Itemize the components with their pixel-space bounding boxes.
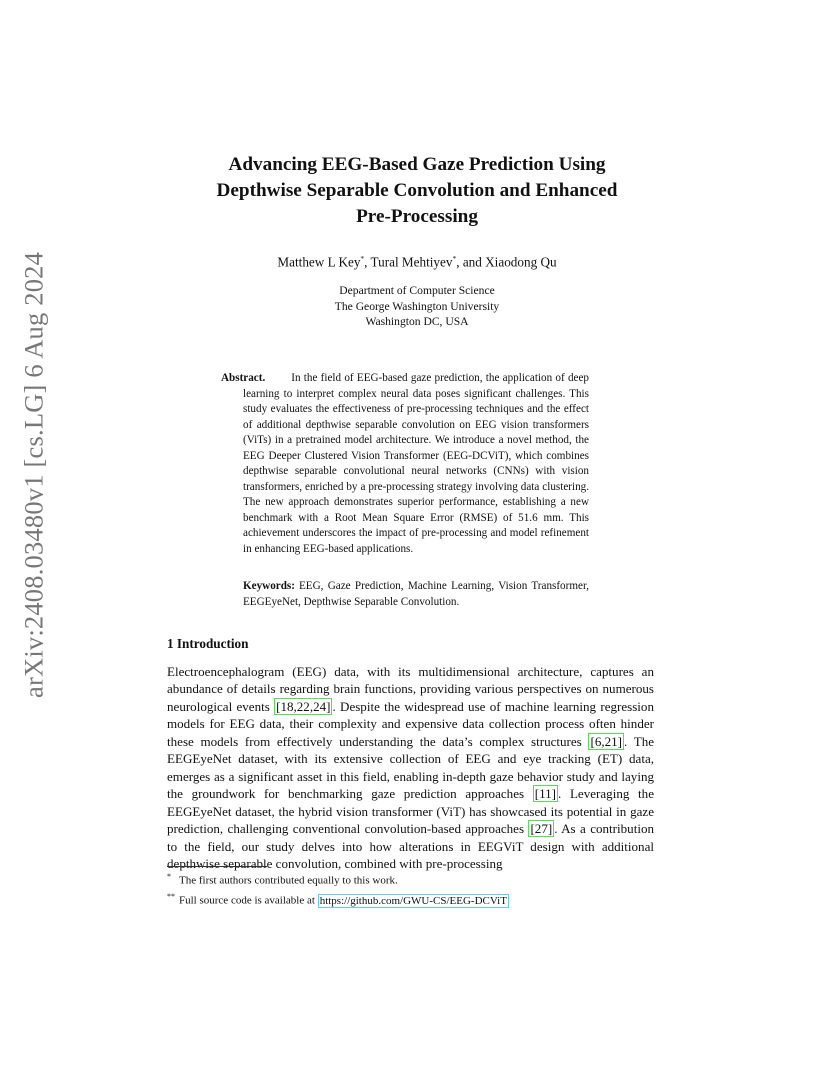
author-3: Xiaodong Qu xyxy=(485,254,557,270)
author-separator: , xyxy=(364,254,371,270)
abstract-label: Abstract. xyxy=(221,372,266,384)
intro-text: Electroencephalogram (EEG) data, with its multidimensional architecture, captures an abundance of details regarding brain functions, providing various perspectives on numerous neurological events xyxy=(167,664,654,714)
intro-text: . Despite the widespread use of machine learning regression models for EEG data, their complexity and expensive data collection process often hinder these models from effectively understanding the data’s complex structures xyxy=(167,698,654,749)
footnote-mark: * xyxy=(167,872,171,881)
introduction-paragraph xyxy=(167,663,654,872)
footnote-text: The first authors contributed equally to this work. xyxy=(179,874,398,887)
author-1: Matthew L Key xyxy=(277,254,361,270)
citation-link[interactable]: [11] xyxy=(534,786,557,802)
intro-text: . Leveraging the EEGEyeNet dataset, the hybrid vision transformer (ViT) has showcased its potential in gaze prediction, challenging conventional convolution-based approaches xyxy=(167,786,654,837)
equal-contribution-mark: * xyxy=(452,254,457,263)
intro-text: . As a contribution to the field, our study delves into how alterations in EEGViT design with additional depthwise separable convolution, combined with pre-processing xyxy=(167,821,654,871)
citation-number: 21 xyxy=(604,733,618,749)
affiliation-line-1: Department of Computer Science xyxy=(339,284,495,297)
citation-number: 22 xyxy=(296,698,310,714)
citation-link[interactable]: [18,22,24] xyxy=(276,698,331,714)
affiliation xyxy=(200,283,634,330)
title-line-2: Depthwise Separable Convolution and Enhanced xyxy=(216,180,618,201)
keywords xyxy=(243,579,589,610)
section-heading-introduction: 1 Introduction xyxy=(167,636,249,651)
citation-number: 11 xyxy=(539,786,552,802)
affiliation-line-2: The George Washington University xyxy=(334,299,500,313)
author-2: Tural Mehtiyev xyxy=(370,254,453,270)
equal-contribution-mark: * xyxy=(360,254,365,263)
author-list xyxy=(180,254,654,270)
footnote-rule xyxy=(167,866,267,867)
abstract xyxy=(221,371,589,558)
footnotes xyxy=(167,869,654,910)
abstract-text: In the field of EEG-based gaze prediction, the application of deep learning to interpret complex neural data poses significant challenges. This study evaluates the effectiveness of pre-processing techniques and the effect of additional depthwise separable convolution on EEG vision transformers (ViTs) in a pretrained model architecture. We introduce a novel method, the EEG Deeper Clustered Vision Transformer (EEG-DCViT), which combines depthwise separable convolutional neural networks (CNNs) with vision transformers, enriched by a pre-processing strategy involving data clustering. The new approach demonstrates superior performance, establishing a new benchmark with a Root Mean Square Error (RMSE) of 51.6 mm. This achievement underscores the impact of pre-processing and model refinement in enhancing EEG-based applications. xyxy=(243,372,589,556)
intro-text: . The EEGEyeNet dataset, with its extensive collection of EEG and eye tracking (ET) data, emerges as a significant asset in this field, enabling in-depth gaze behavior study and laying the groundwork for benchmarking gaze prediction approaches xyxy=(167,733,655,802)
footnote-text: Full source code is available at xyxy=(179,894,318,907)
arxiv-stamp-text: arXiv:2408.03480v1 [cs.LG] 6 Aug 2024 xyxy=(18,251,49,699)
affiliation-line-3: Washington DC, USA xyxy=(365,315,469,329)
citation-number: 27 xyxy=(534,821,548,837)
footnote-mark: ** xyxy=(167,892,175,902)
paper-title xyxy=(180,152,654,230)
arxiv-stamp xyxy=(14,251,54,699)
citation-number: 24 xyxy=(313,698,327,714)
footnote-2 xyxy=(167,889,654,909)
keywords-text: EEG, Gaze Prediction, Machine Learning, Vision Transformer, EEGEyeNet, Depthwise Separable Convolution. xyxy=(243,580,589,608)
citation-number: 6 xyxy=(594,733,602,749)
title-line-1: Advancing EEG-Based Gaze Prediction Using xyxy=(228,154,606,175)
keywords-label: Keywords: xyxy=(243,580,295,592)
author-separator: , and xyxy=(456,254,486,270)
source-code-link[interactable]: https://github.com/GWU-CS/EEG-DCViT xyxy=(319,894,507,907)
citation-link[interactable]: [6,21] xyxy=(590,733,623,749)
footnote-1 xyxy=(167,869,654,889)
citation-number: 18 xyxy=(280,698,294,714)
citation-link[interactable]: [27] xyxy=(530,821,553,837)
title-line-3: Pre-Processing xyxy=(356,206,478,227)
